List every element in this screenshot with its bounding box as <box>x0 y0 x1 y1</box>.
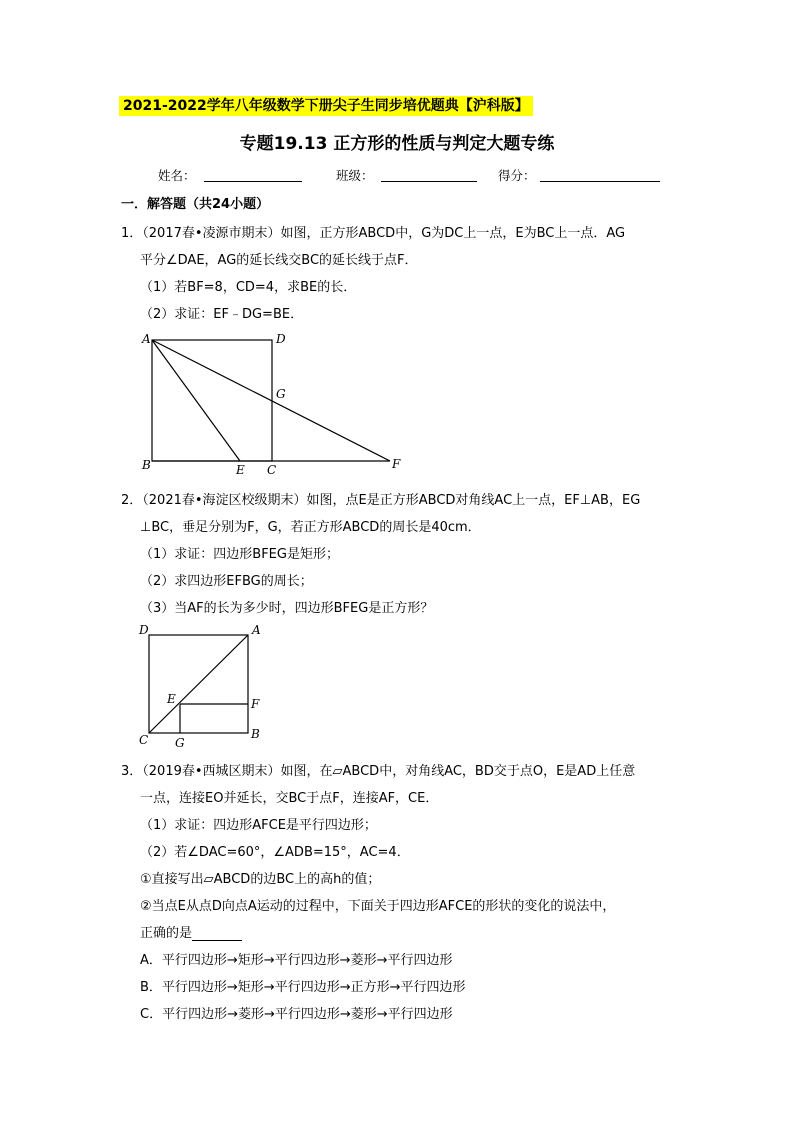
score-label: 得分： <box>498 168 536 183</box>
q2-label-a: A <box>252 623 261 637</box>
q1-label-b: B <box>142 458 151 472</box>
section-heading: 一．解答题（共24小题） <box>121 197 270 212</box>
q1-label-c: C <box>267 463 277 477</box>
q3-line-2: 一点，连接EO并延长，交BC于点F，连接AF，CE． <box>140 791 439 806</box>
score-blank <box>540 181 660 182</box>
q2-line-4: （2）求四边形EFBG的周长； <box>140 574 313 589</box>
q2-label-e: E <box>167 692 176 706</box>
series-highlight: 2021-2022学年八年级数学下册尖子生同步培优题典【沪科版】 <box>119 96 533 116</box>
answer-blank <box>192 928 242 941</box>
q1-line-2: 平分∠DAE，AG的延长线交BC的延长线于点F． <box>140 253 418 268</box>
q2-label-c: C <box>139 733 149 747</box>
q1-label-a: A <box>142 332 151 346</box>
q3-option-c: C．平行四边形→菱形→平行四边形→菱形→平行四边形 <box>140 1007 453 1022</box>
q1-label-f: F <box>392 457 401 471</box>
q3-option-b: B．平行四边形→矩形→平行四边形→正方形→平行四边形 <box>140 980 466 995</box>
q1-label-e: E <box>236 463 245 477</box>
class-label: 班级： <box>336 168 374 183</box>
q1-label-d: D <box>276 332 286 346</box>
name-label: 姓名： <box>158 168 196 183</box>
q2-line-5: （3）当AF的长为多少时，四边形BFEG是正方形？ <box>140 601 434 616</box>
q3-line-1: 3．（2019春•西城区期末）如图，在▱ABCD中，对角线AC，BD交于点O，E是AD上任意 <box>121 764 636 779</box>
class-blank <box>381 181 477 182</box>
q3-line-4: （2）若∠DAC=60°，∠ADB=15°，AC=4． <box>140 845 410 860</box>
q1-label-g: G <box>276 387 286 401</box>
q3-line-7 <box>140 922 242 941</box>
q2-figure <box>135 620 270 750</box>
q2-line-1: 2．（2021春•海淀区校级期末）如图，点E是正方形ABCD对角线AC上一点，EF⊥AB，EG <box>121 493 641 508</box>
q2-line-2: ⊥BC，垂足分别为F，G，若正方形ABCD的周长是40cm． <box>140 520 481 535</box>
q3-line-6: ②当点E从点D向点A运动的过程中，下面关于四边形AFCE的形状的变化的说法中， <box>140 899 616 914</box>
q2-line-3: （1）求证：四边形BFEG是矩形； <box>140 547 339 562</box>
q2-label-d: D <box>139 623 149 637</box>
q1-line-1: 1．（2017春•凌源市期末）如图，正方形ABCD中，G为DC上一点，E为BC上一点．AG <box>121 226 626 241</box>
page-title: 专题19.13 正方形的性质与判定大题专练 <box>239 134 555 154</box>
q1-figure <box>135 328 415 478</box>
q2-label-g: G <box>175 736 185 750</box>
q3-question-prompt: 正确的是 <box>140 926 193 941</box>
q2-label-f: F <box>251 697 260 711</box>
q1-line-3: （1）若BF=8，CD=4，求BE的长． <box>140 280 357 295</box>
name-blank <box>204 181 302 182</box>
q3-line-5: ①直接写出▱ABCD的边BC上的高h的值； <box>140 872 381 887</box>
q2-label-b: B <box>251 727 260 741</box>
q3-line-3: （1）求证：四边形AFCE是平行四边形； <box>140 818 377 833</box>
q3-option-a: A．平行四边形→矩形→平行四边形→菱形→平行四边形 <box>140 953 453 968</box>
q1-line-4: （2）求证：EF﹣DG=BE． <box>140 307 304 322</box>
